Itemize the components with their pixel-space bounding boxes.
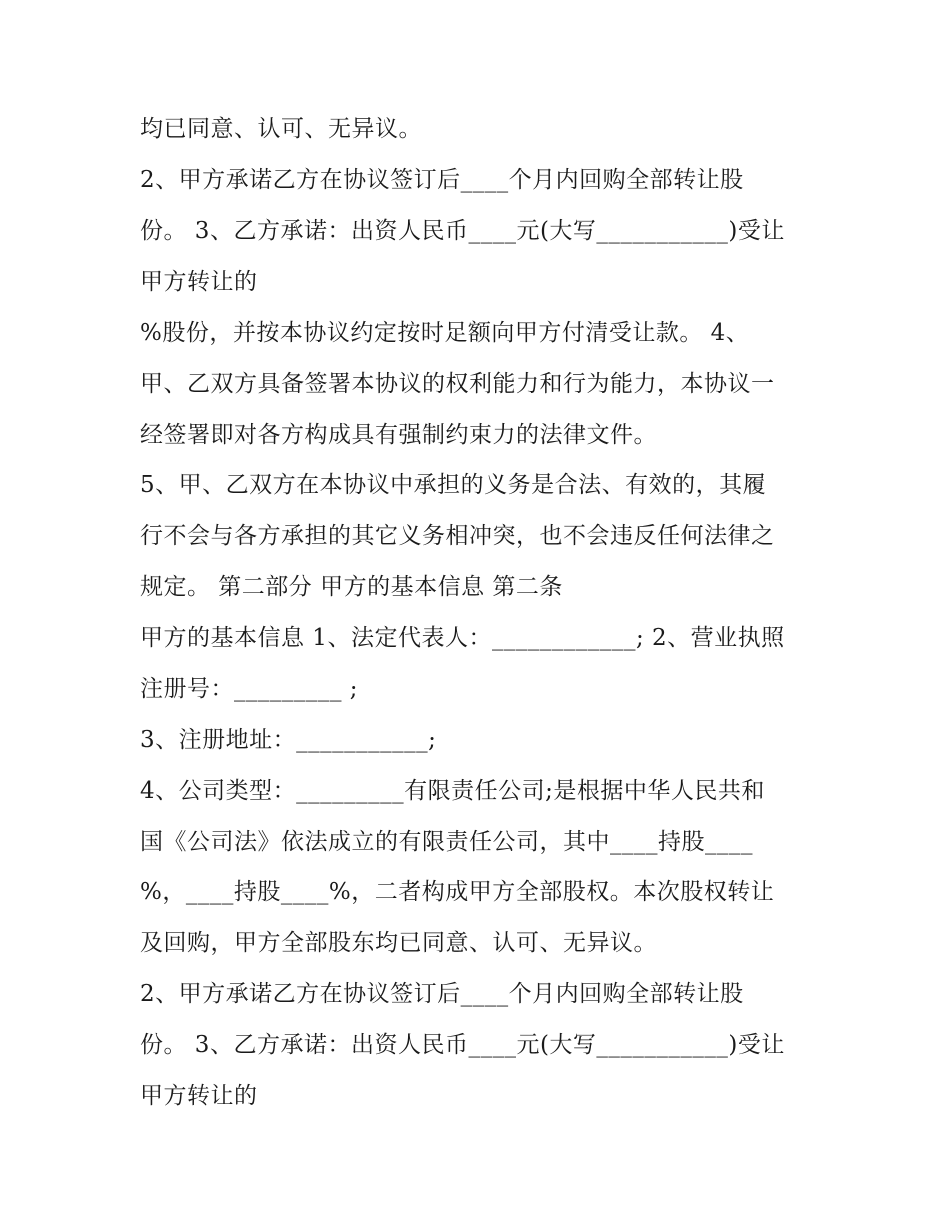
text-line: 4、公司类型：_________有限责任公司;是根据中华人民共和 (140, 778, 765, 804)
text-line: 甲、乙双方具备签署本协议的权利能力和行为能力，本协议一 (140, 371, 775, 397)
text-line: 均已同意、认可、无异议。 (140, 116, 422, 142)
text-line: %股份，并按本协议约定按时足额向甲方付清受让款。 4、 (140, 320, 750, 346)
text-line: 甲方转让的 (140, 1083, 258, 1109)
text-line: 甲方转让的 (140, 269, 258, 295)
text-line: 2、甲方承诺乙方在协议签订后____个月内回购全部转让股 (140, 167, 744, 193)
text-line: 规定。 第二部分 甲方的基本信息 第二条 (140, 574, 563, 600)
text-line: 及回购，甲方全部股东均已同意、认可、无异议。 (140, 930, 657, 956)
text-line: 行不会与各方承担的其它义务相冲突，也不会违反任何法律之 (140, 523, 775, 549)
text-line: 国《公司法》依法成立的有限责任公司，其中____持股____ (140, 829, 753, 855)
text-line: %，____持股____%，二者构成甲方全部股权。本次股权转让 (140, 879, 775, 905)
text-line: 经签署即对各方构成具有强制约束力的法律文件。 (140, 422, 657, 448)
text-line: 注册号：_________ ; (140, 676, 359, 702)
text-line: 3、注册地址：___________; (140, 727, 437, 753)
text-line: 2、甲方承诺乙方在协议签订后____个月内回购全部转让股 (140, 981, 744, 1007)
text-line: 份。 3、乙方承诺：出资人民币____元(大写___________)受让 (140, 218, 785, 244)
text-line: 5、甲、乙双方在本协议中承担的义务是合法、有效的，其履 (140, 472, 767, 498)
text-line: 份。 3、乙方承诺：出资人民币____元(大写___________)受让 (140, 1032, 785, 1058)
text-line: 甲方的基本信息 1、法定代表人：____________; 2、营业执照 (140, 625, 785, 651)
